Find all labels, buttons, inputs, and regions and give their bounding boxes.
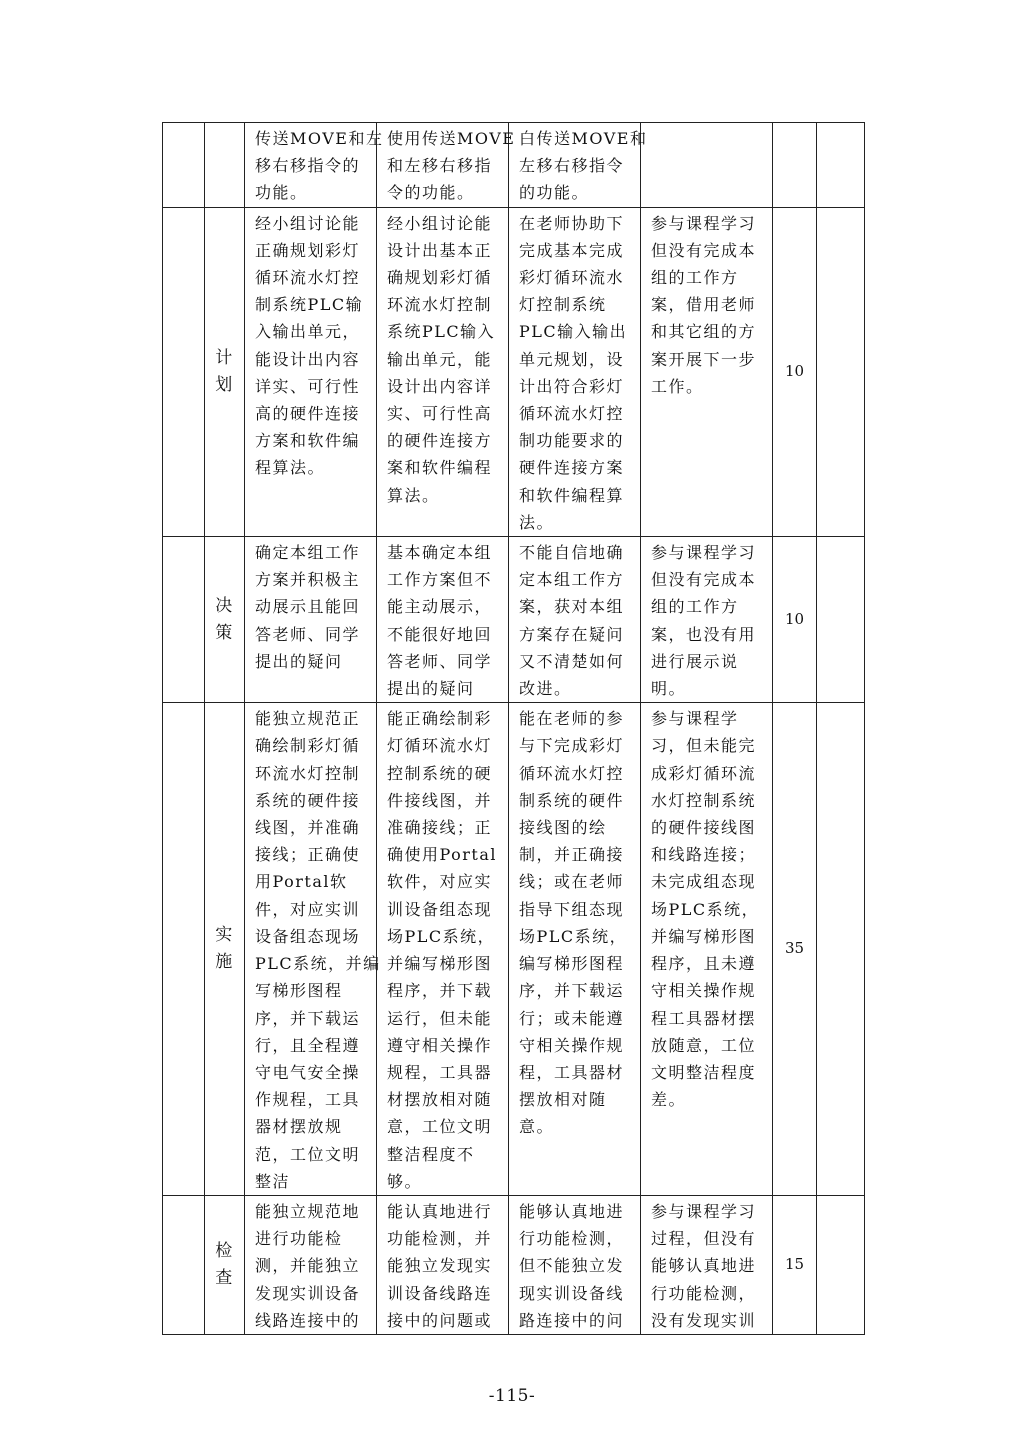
criteria-line: 写梯形图程 [255, 981, 343, 1001]
criteria-line: 能设计出内容 [255, 349, 361, 369]
criteria-line: 制，并正确接 [519, 845, 625, 865]
criteria-fail-cell [641, 537, 773, 703]
criteria-line: 循环流水灯控 [519, 404, 625, 424]
criteria-line: 程工具器材摆 [651, 1008, 757, 1028]
criteria-pass-cell [509, 703, 641, 1196]
criteria-line: 但没有完成本 [651, 240, 757, 260]
criteria-line: 又不清楚如何 [519, 651, 625, 671]
criteria-line: 确使用Portal [387, 845, 497, 865]
criteria-line: PLC输入输出 [519, 322, 628, 342]
criteria-line: 路连接中的问 [519, 1310, 625, 1330]
criteria-line: 正确规划彩灯 [255, 240, 361, 260]
criteria-line: 案和软件编程 [387, 458, 493, 478]
criteria-line: 不能很好地回 [387, 624, 493, 644]
criteria-line: 水灯控制系统 [651, 790, 757, 810]
criteria-line: 差。 [651, 1090, 687, 1110]
criteria-good-cell [377, 207, 509, 536]
score-cell: 15 [773, 1195, 817, 1334]
criteria-line: 制系统的硬件 [519, 790, 625, 810]
criteria-line: 行功能检测， [651, 1283, 757, 1303]
criteria-line: 未完成组态现 [651, 872, 757, 892]
criteria-line: 现实训设备线 [519, 1283, 625, 1303]
criteria-line: 放随意，工位 [651, 1035, 757, 1055]
phase-cell [205, 537, 245, 703]
criteria-line: 和左移右移指 [387, 156, 493, 176]
criteria-line: 案，获对本组 [519, 597, 625, 617]
criteria-line: 系统的硬件接 [255, 790, 361, 810]
criteria-line: 指导下组态现 [519, 899, 625, 919]
criteria-line: 软件，对应实 [387, 872, 493, 892]
criteria-line: 实、可行性高 [387, 404, 493, 424]
actual-score-cell [817, 537, 865, 703]
criteria-line: 的功能。 [519, 183, 590, 203]
phase-cell [205, 703, 245, 1196]
criteria-line: 进行功能检 [255, 1229, 343, 1249]
criteria-line: 器材摆放规 [255, 1117, 343, 1137]
criteria-line: 能在老师的参 [519, 709, 625, 729]
criteria-line: 参与课程学习 [651, 543, 757, 563]
criteria-line: 设备组态现场 [255, 926, 361, 946]
actual-score-cell [817, 703, 865, 1196]
phase-char: 策 [215, 622, 234, 643]
criteria-line: 方案并积极主 [255, 570, 361, 590]
criteria-line: 编写梯形图程 [519, 954, 625, 974]
phase-cell [205, 1195, 245, 1334]
criteria-line: 线图，并准确 [255, 818, 361, 838]
criteria-line: 行，且全程遵 [255, 1035, 361, 1055]
criteria-line: 基本确定本组 [387, 543, 493, 563]
criteria-line: 的硬件连接方 [387, 431, 493, 451]
criteria-line: 系统PLC输入 [387, 322, 496, 342]
criteria-line: 接线；正确使 [255, 845, 361, 865]
criteria-line: 程序，并下载 [387, 981, 493, 1001]
criteria-line: 守相关操作规 [651, 981, 757, 1001]
criteria-line: 与下完成彩灯 [519, 736, 625, 756]
score-cell [773, 123, 817, 208]
score-cell: 10 [773, 207, 817, 536]
rubric-row [163, 1195, 865, 1334]
phase-char: 查 [215, 1267, 234, 1288]
criteria-line: 件，对应实训 [255, 899, 361, 919]
phase-cell [205, 123, 245, 208]
criteria-line: 没有发现实训 [651, 1310, 757, 1330]
criteria-line: 功能。 [255, 183, 308, 203]
criteria-line: 规程，工具器 [387, 1062, 493, 1082]
criteria-line: 守相关操作规 [519, 1035, 625, 1055]
criteria-line: 案，也没有用 [651, 624, 757, 644]
rubric-row [163, 123, 865, 208]
criteria-line: 作规程，工具 [255, 1090, 361, 1110]
criteria-line: 控制系统的硬 [387, 763, 493, 783]
criteria-line: 改进。 [519, 679, 572, 699]
criteria-line: 能够认真地进 [519, 1201, 625, 1221]
criteria-line: 材摆放相对随 [387, 1090, 493, 1110]
evaluation-rubric-table [162, 122, 865, 1335]
criteria-pass-cell [509, 537, 641, 703]
criteria-line: 并编写梯形图 [387, 954, 493, 974]
criteria-line: 参与课程学习 [651, 213, 757, 233]
rubric-row [163, 537, 865, 703]
criteria-line: 整洁 [255, 1171, 291, 1191]
criteria-fail-cell [641, 1195, 773, 1334]
rubric-body [163, 123, 865, 1335]
criteria-line: 能主动展示， [387, 597, 493, 617]
criteria-line: 左移右移指令 [519, 156, 625, 176]
criteria-line: 意。 [519, 1117, 555, 1137]
criteria-line: 守电气安全操 [255, 1062, 361, 1082]
score-cell: 10 [773, 537, 817, 703]
criteria-line: 序，并下载运 [519, 981, 625, 1001]
criteria-line: 经小组讨论能 [387, 213, 493, 233]
phase-cell [205, 207, 245, 536]
criteria-line: 能独立发现实 [387, 1256, 493, 1276]
criteria-line: PLC系统，并编 [255, 954, 381, 974]
criteria-line: 彩灯循环流水 [519, 268, 625, 288]
criteria-line: 能够认真地进 [651, 1256, 757, 1276]
criteria-line: 程，工具器材 [519, 1062, 625, 1082]
criteria-line: 够。 [387, 1171, 423, 1191]
criteria-line: 过程，但没有 [651, 1229, 757, 1249]
criteria-line: 环流水灯控制 [387, 295, 493, 315]
criteria-line: 线；或在老师 [519, 872, 625, 892]
category-cell [163, 1195, 205, 1334]
criteria-line: 程算法。 [255, 458, 326, 478]
criteria-fail-cell [641, 207, 773, 536]
criteria-line: 经小组讨论能 [255, 213, 361, 233]
criteria-line: 提出的疑问 [255, 651, 343, 671]
criteria-line: 和线路连接； [651, 845, 757, 865]
criteria-fail-cell [641, 703, 773, 1196]
actual-score-cell [817, 1195, 865, 1334]
criteria-line: 训设备线路连 [387, 1283, 493, 1303]
criteria-line: 场PLC系统， [387, 926, 496, 946]
criteria-good-cell [377, 123, 516, 208]
criteria-line: 制功能要求的 [519, 431, 625, 451]
criteria-line: 设计出内容详 [387, 376, 493, 396]
criteria-line: 能认真地进行 [387, 1201, 493, 1221]
phase-char: 检 [215, 1240, 234, 1261]
criteria-line: 件接线图，并 [387, 790, 493, 810]
criteria-line: 工作。 [651, 376, 704, 396]
criteria-fail-cell [641, 123, 773, 208]
criteria-line: 动展示且能回 [255, 597, 361, 617]
criteria-line: 工作方案但不 [387, 570, 493, 590]
criteria-line: 不能自信地确 [519, 543, 625, 563]
criteria-line: 循环流水灯控 [255, 268, 361, 288]
criteria-line: 制系统PLC输 [255, 295, 364, 315]
criteria-line: 计出符合彩灯 [519, 376, 625, 396]
criteria-line: 线路连接中的 [255, 1310, 361, 1330]
category-cell [163, 123, 205, 208]
criteria-line: 移右移指令的 [255, 156, 361, 176]
criteria-line: 组的工作方 [651, 597, 739, 617]
criteria-line: 硬件连接方案 [519, 458, 625, 478]
phase-char: 决 [215, 595, 234, 616]
category-cell [163, 703, 205, 1196]
criteria-line: 和软件编程算 [519, 485, 625, 505]
criteria-line: 法。 [519, 512, 555, 532]
criteria-line: 参与课程学习 [651, 1201, 757, 1221]
criteria-line: 单元规划，设 [519, 349, 625, 369]
actual-score-cell [817, 123, 865, 208]
criteria-line: 入输出单元， [255, 322, 361, 342]
criteria-line: 能独立规范正 [255, 709, 361, 729]
criteria-line: 和其它组的方 [651, 322, 757, 342]
criteria-line: 确绘制彩灯循 [255, 736, 361, 756]
phase-char: 施 [215, 952, 234, 973]
criteria-line: 确规划彩灯循 [387, 268, 493, 288]
criteria-line: 答老师、同学 [255, 624, 361, 644]
criteria-line: 意，工位文明 [387, 1117, 493, 1137]
criteria-line: 白传送MOVE和 [519, 129, 648, 148]
criteria-line: 遵守相关操作 [387, 1035, 493, 1055]
criteria-line: 案，借用老师 [651, 295, 757, 315]
criteria-line: 参与课程学 [651, 709, 739, 729]
criteria-line: 循环流水灯控 [519, 763, 625, 783]
criteria-line: 训设备组态现 [387, 899, 493, 919]
criteria-line: 接中的问题或 [387, 1310, 493, 1330]
criteria-excellent-cell [245, 207, 377, 536]
rubric-row [163, 207, 865, 536]
criteria-line: 成彩灯循环流 [651, 763, 757, 783]
page-number: -115- [488, 1386, 536, 1406]
phase-char: 划 [215, 374, 234, 395]
phase-char: 计 [215, 347, 234, 368]
criteria-excellent-cell [245, 123, 384, 208]
criteria-line: 高的硬件连接 [255, 404, 361, 424]
criteria-line: 算法。 [387, 485, 440, 505]
criteria-excellent-cell [245, 537, 377, 703]
criteria-line: 案开展下一步 [651, 349, 757, 369]
criteria-good-cell [377, 537, 509, 703]
criteria-line: 程序，且未遵 [651, 954, 757, 974]
phase-char: 实 [215, 925, 234, 946]
criteria-line: 行；或未能遵 [519, 1008, 625, 1028]
criteria-line: 运行，但未能 [387, 1008, 493, 1028]
criteria-line: 灯控制系统 [519, 295, 607, 315]
criteria-good-cell [377, 703, 509, 1196]
criteria-excellent-cell [245, 703, 381, 1196]
criteria-line: 使用传送MOVE [387, 129, 516, 148]
criteria-good-cell [377, 1195, 509, 1334]
criteria-line: 接线图的绘 [519, 818, 607, 838]
criteria-pass-cell [509, 207, 641, 536]
criteria-excellent-cell [245, 1195, 377, 1334]
criteria-line: 场PLC系统， [519, 926, 628, 946]
criteria-line: 文明整洁程度 [651, 1062, 757, 1082]
criteria-line: 设计出基本正 [387, 240, 493, 260]
criteria-line: 提出的疑问 [387, 679, 475, 699]
criteria-line: 准确接线；正 [387, 818, 493, 838]
criteria-pass-cell [509, 123, 648, 208]
criteria-line: 范，工位文明 [255, 1144, 361, 1164]
criteria-line: 能正确绘制彩 [387, 709, 493, 729]
criteria-line: 但不能独立发 [519, 1256, 625, 1276]
criteria-line: 行功能检测， [519, 1229, 625, 1249]
criteria-line: 确定本组工作 [255, 543, 361, 563]
criteria-line: 习，但未能完 [651, 736, 757, 756]
criteria-line: 灯循环流水灯 [387, 736, 493, 756]
criteria-line: 详实、可行性 [255, 376, 361, 396]
criteria-line: 方案存在疑问 [519, 624, 625, 644]
criteria-line: 的硬件接线图 [651, 818, 757, 838]
criteria-pass-cell [509, 1195, 641, 1334]
criteria-line: 用Portal软 [255, 872, 348, 892]
criteria-line: 摆放相对随 [519, 1090, 607, 1110]
score-cell: 35 [773, 703, 817, 1196]
criteria-line: 序，并下载运 [255, 1008, 361, 1028]
criteria-line: 能独立规范地 [255, 1201, 361, 1221]
criteria-line: 传送MOVE和左 [255, 129, 384, 148]
criteria-line: 并编写梯形图 [651, 926, 757, 946]
criteria-line: 输出单元，能 [387, 349, 493, 369]
criteria-line: 在老师协助下 [519, 213, 625, 233]
criteria-line: 环流水灯控制 [255, 763, 361, 783]
criteria-line: 场PLC系统， [651, 899, 760, 919]
criteria-line: 整洁程度不 [387, 1144, 475, 1164]
criteria-line: 进行展示说 [651, 651, 739, 671]
criteria-line: 测，并能独立 [255, 1256, 361, 1276]
rubric-row [163, 703, 865, 1196]
criteria-line: 明。 [651, 679, 687, 699]
actual-score-cell [817, 207, 865, 536]
criteria-line: 定本组工作方 [519, 570, 625, 590]
criteria-line: 令的功能。 [387, 183, 475, 203]
criteria-line: 答老师、同学 [387, 651, 493, 671]
category-cell [163, 537, 205, 703]
criteria-line: 但没有完成本 [651, 570, 757, 590]
criteria-line: 功能检测，并 [387, 1229, 493, 1249]
criteria-line: 发现实训设备 [255, 1283, 361, 1303]
criteria-line: 完成基本完成 [519, 240, 625, 260]
category-cell [163, 207, 205, 536]
criteria-line: 组的工作方 [651, 268, 739, 288]
criteria-line: 方案和软件编 [255, 431, 361, 451]
